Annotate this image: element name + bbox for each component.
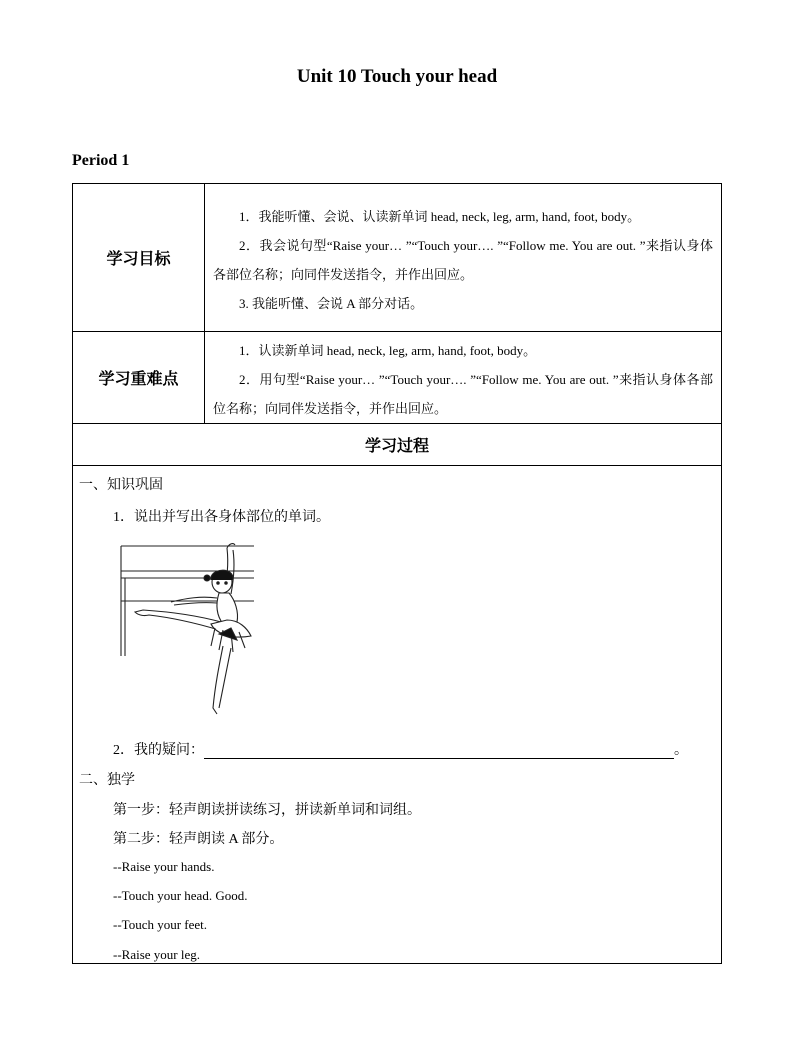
page-title: Unit 10 Touch your head (296, 66, 498, 87)
key-points-content (205, 332, 722, 424)
dialogue-line-4: --Raise your leg. (113, 947, 201, 962)
objective-item-3: 3. 我能听懂、会说 A 部分对话。 (239, 295, 424, 311)
section2-step2: 第二步：轻声朗读 A 部分。 (113, 832, 284, 847)
key-points-row (73, 332, 722, 424)
period-label: Period 1 (72, 152, 130, 169)
section2-step1: 第一步：轻声朗读拼读练习，拼读新单词和词组。 (113, 803, 421, 818)
section1-heading: 一、知识巩固 (79, 478, 163, 493)
question-answer-blank[interactable] (204, 744, 674, 759)
key-point-item-1: 1．认读新单词 head, neck, leg, arm, hand, foot, body。 (239, 343, 537, 358)
objectives-row (73, 184, 722, 332)
objective-item-1: 1．我能听懂、会说、认读新单词 head, neck, leg, arm, hand, foot, body。 (239, 208, 641, 224)
objectives-content (205, 184, 722, 332)
dialogue-line-2: --Touch your head. Good. (113, 888, 248, 903)
key-point-item-2: 2．用句型“Raise your… ”“Touch your…. ”“Follow me. You are out. ”来指认身体各部位名称；向同伴发送指令，并作出回应。 (213, 372, 713, 416)
ballet-dancer-illustration (119, 536, 259, 721)
task2-end: 。 (674, 743, 688, 758)
task2-label: 2．我的疑问： (113, 743, 204, 758)
section1-task2 (113, 739, 688, 759)
section2-heading: 二、独学 (79, 773, 135, 788)
key-points-label: 学习重难点 (73, 332, 205, 424)
process-header-row (73, 424, 722, 466)
process-content (73, 466, 722, 964)
dialogue-line-3: --Touch your feet. (113, 917, 208, 932)
lesson-plan-table (72, 183, 722, 964)
process-header: 学习过程 (73, 424, 722, 466)
objectives-label: 学习目标 (73, 184, 205, 332)
section1-task1: 1．说出并写出各身体部位的单词。 (113, 510, 330, 525)
objective-item-2: 2．我会说句型“Raise your… ”“Touch your…. ”“Follow me. You are out. ”来指认身体各部位名称；向同伴发送指令，并作出回应。 (213, 237, 713, 282)
dialogue-line-1: --Raise your hands. (113, 859, 215, 874)
process-body-row (73, 466, 722, 964)
